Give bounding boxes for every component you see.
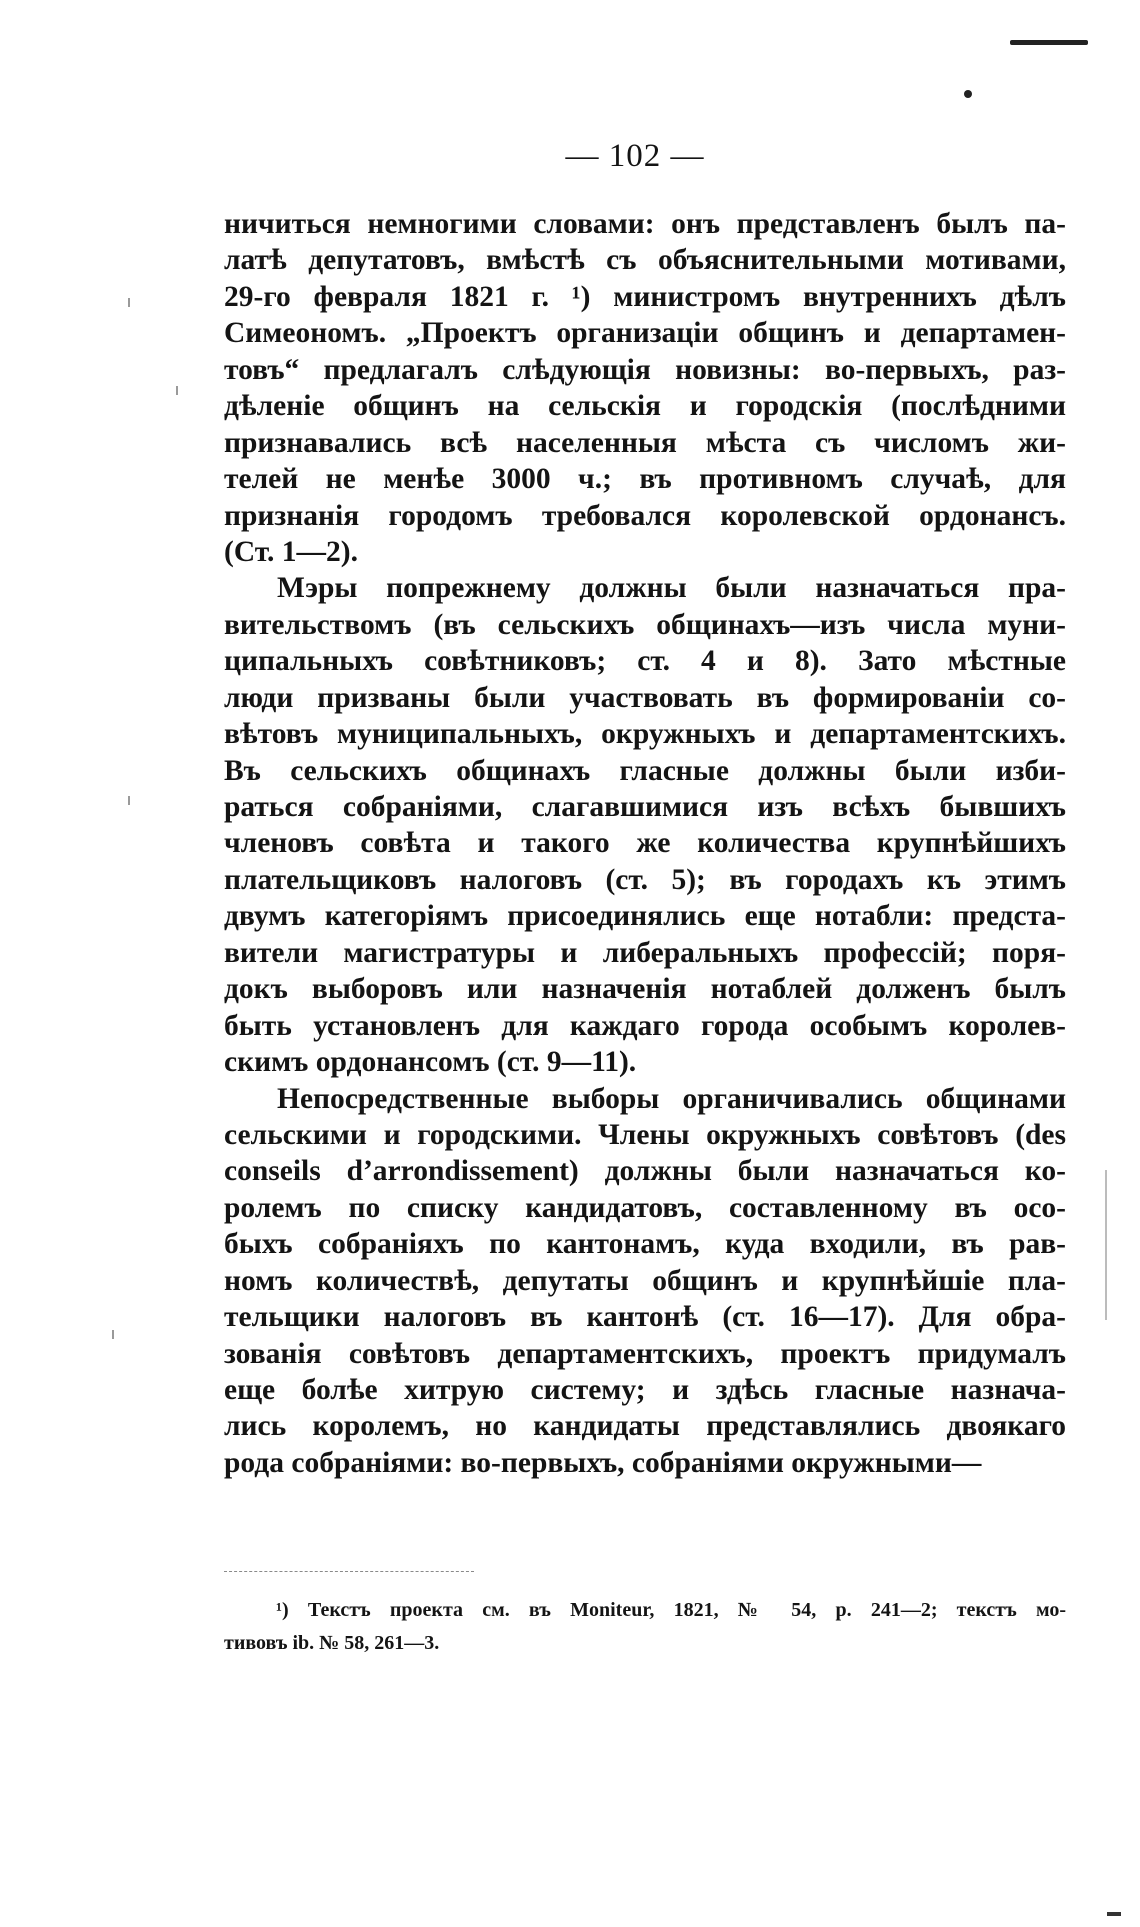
scan-artifact-corner (1107, 1912, 1121, 1916)
text-line: признавались всѣ населенныя мѣста съ числомъ жи- (224, 426, 1066, 459)
text-line: лись королемъ, но кандидаты представлялись двоякаго (224, 1410, 1066, 1443)
text-line: Въ сельскихъ общинахъ гласные должны были изби- (224, 754, 1066, 787)
text-line: членовъ совѣта и такого же количества крупнѣйшихъ (224, 827, 1066, 860)
text-line: быть установленъ для каждаго города особымъ королев- (224, 1009, 1066, 1042)
footnote (224, 1594, 1066, 1660)
margin-tick (128, 298, 130, 307)
text-line: вители магистратуры и либеральныхъ профессій; поря- (224, 936, 1066, 969)
text-line: еще болѣе хитрую систему; и здѣсь гласные назнача- (224, 1374, 1066, 1406)
text-line: вительствомъ (въ сельскихъ общинахъ—изъ числа муни- (224, 608, 1066, 641)
paragraph (224, 1081, 1066, 1482)
text-line: вѣтовъ муниципальныхъ, окружныхъ и департаментскихъ. (224, 718, 1066, 751)
footnote-divider (224, 1571, 474, 1572)
text-line: ролемъ по списку кандидатовъ, составленному въ осо- (224, 1191, 1066, 1224)
main-text (224, 206, 1066, 1481)
paragraph (224, 206, 1066, 570)
margin-tick (112, 1330, 114, 1339)
text-line: Мэры попрежнему должны были назначаться пра- (277, 572, 1066, 605)
footnote-line: ¹) Текстъ проекта см. въ Moniteur, 1821, № 54, р. 241—2; текстъ мо- (276, 1599, 1066, 1621)
paragraph (224, 570, 1066, 1080)
text-line: плательщиковъ налоговъ (ст. 5); въ городахъ къ этимъ (224, 863, 1066, 896)
page-number: — 102 — (565, 138, 705, 174)
margin-tick (176, 386, 178, 395)
text-line: скимъ ордонансомъ (ст. 9—11). (224, 1046, 637, 1079)
margin-tick (128, 796, 130, 805)
text-line: люди призваны были участвовать въ формированіи со- (224, 681, 1066, 714)
text-line: дѣленіе общинъ на сельскія и городскія (послѣдними (224, 390, 1066, 423)
footnote-line: тивовъ ib. № 58, 261—3. (224, 1632, 440, 1654)
text-line: (Ст. 1—2). (224, 535, 358, 568)
text-line: раться собраніями, слагавшимися изъ всѣхъ бывшихъ (224, 791, 1066, 823)
margin-line-artifact (1105, 1170, 1107, 1320)
text-line: номъ количествѣ, депутаты общинъ и крупнѣйшіе пла- (224, 1264, 1066, 1297)
text-line: латѣ депутатовъ, вмѣстѣ съ объяснительными мотивами, (224, 244, 1066, 277)
text-line: Симеономъ. „Проектъ организаціи общинъ и департамен- (224, 317, 1066, 350)
text-line: двумъ категоріямъ присоединялись еще нотабли: предста- (224, 900, 1066, 933)
text-line: быхъ собраніяхъ по кантонамъ, куда входили, въ рав- (224, 1228, 1066, 1261)
text-line: conseils d’arrondissement) должны были назначаться ко- (224, 1155, 1066, 1188)
text-line: ципальныхъ совѣтниковъ; ст. 4 и 8). Зато мѣстные (224, 645, 1066, 678)
text-line: Непосредственные выборы органичивались общинами (277, 1082, 1066, 1115)
text-line: рода собраніями: во-первыхъ, собраніями окружными— (224, 1446, 982, 1479)
text-line: сельскими и городскими. Члены окружныхъ совѣтовъ (des (224, 1118, 1066, 1151)
text-line: докъ выборовъ или назначенія нотаблей долженъ былъ (224, 973, 1066, 1006)
text-line: 29-го февраля 1821 г. ¹) министромъ внутреннихъ дѣлъ (224, 280, 1066, 313)
scan-artifact-dot (964, 90, 972, 98)
scan-artifact-mark (1010, 40, 1088, 45)
text-line: зованія совѣтовъ департаментскихъ, проектъ придумалъ (224, 1337, 1066, 1370)
text-line: признанія городомъ требовался королевской ордонансъ. (224, 499, 1066, 532)
text-line: тельщики налоговъ въ кантонѣ (ст. 16—17). Для обра- (224, 1301, 1066, 1334)
text-line: телей не менѣе 3000 ч.; въ противномъ случаѣ, для (224, 463, 1066, 496)
text-line: ничиться немногими словами: онъ представленъ былъ па- (224, 208, 1066, 240)
text-line: товъ“ предлагалъ слѣдующія новизны: во-первыхъ, раз- (224, 353, 1066, 386)
